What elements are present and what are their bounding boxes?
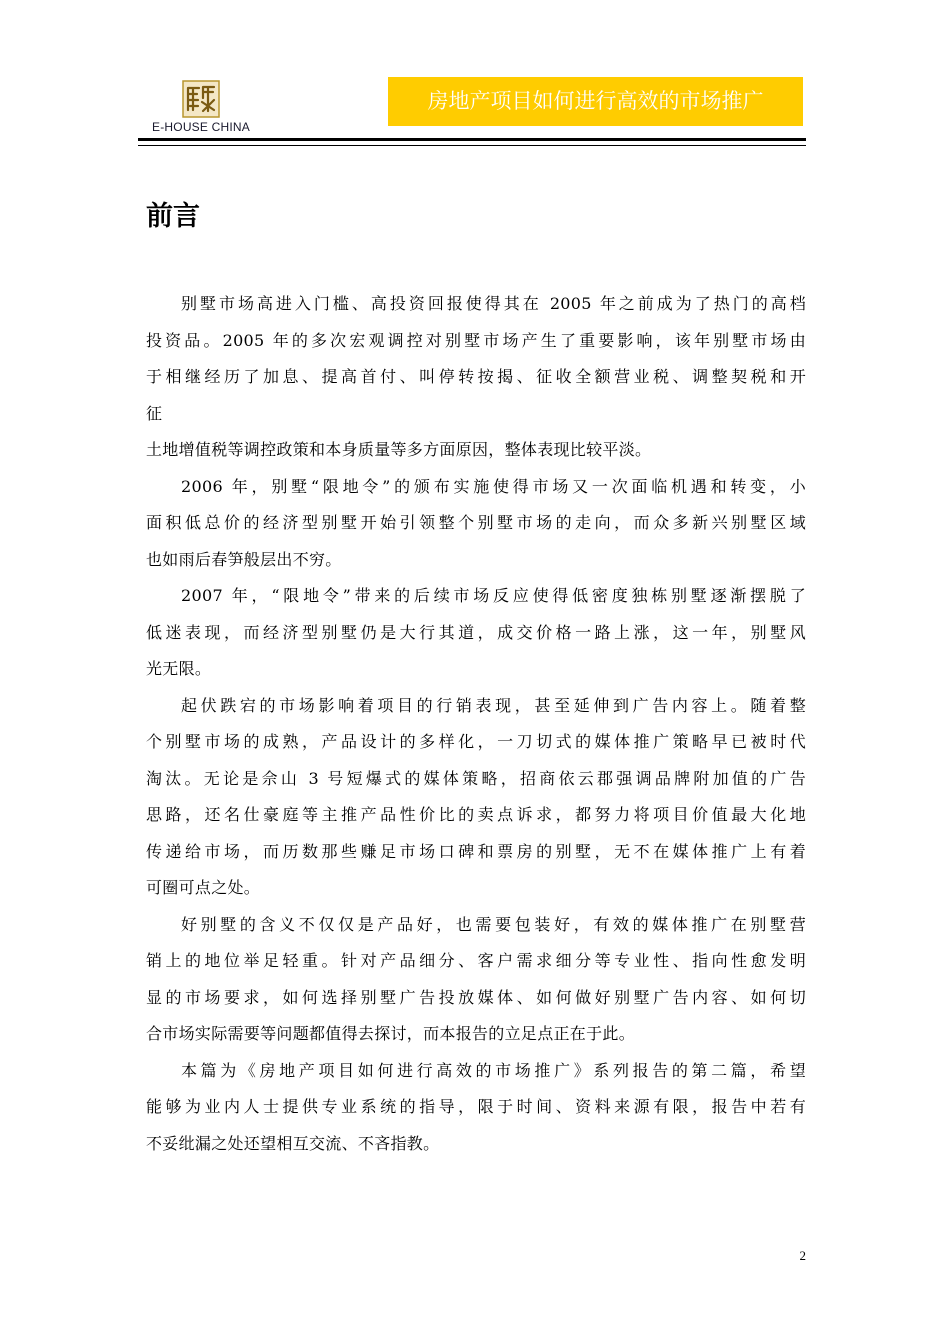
header-rule-thick (138, 138, 806, 141)
paragraph-6 (146, 1053, 806, 1163)
text-line: 可圈可点之处。 (146, 878, 261, 897)
header-title: 房地产项目如何进行高效的市场推广 (427, 89, 764, 113)
text-line: 面积低总价的经济型别墅开始引领整个别墅市场的走向，而众多新兴别墅区域 (146, 513, 806, 532)
text-line: 土地增值税等调控政策和本身质量等多方面原因，整体表现比较平淡。 (146, 440, 652, 459)
paragraph-1 (146, 286, 806, 469)
text-line: 征 (146, 403, 163, 423)
logo-seal-icon (182, 80, 220, 118)
header-rule-thin (138, 145, 806, 146)
text-line: 淘汰。无论是佘山 3 号短爆式的媒体策略，招商依云郡强调品牌附加值的广告 (146, 768, 806, 788)
text-line: 合市场实际需要等问题都值得去探讨，而本报告的立足点正在于此。 (146, 1024, 636, 1043)
paragraph-4 (146, 688, 806, 907)
text-line: 显的市场要求，如何选择别墅广告投放媒体、如何做好别墅广告内容、如何切 (146, 987, 806, 1007)
text-line: 别墅市场高进入门槛、高投资回报使得其在 2005 年之前成为了热门的高档 (181, 294, 806, 313)
text-line: 2006 年，别墅“限地令”的颁布实施使得市场又一次面临机遇和转变，小 (181, 476, 806, 496)
text-line: 个别墅市场的成熟，产品设计的多样化，一刀切式的媒体推广策略早已被时代 (146, 732, 806, 751)
paragraph-5 (146, 907, 806, 1053)
text-line: 起伏跌宕的市场影响着项目的行销表现，甚至延伸到广告内容上。随着整 (181, 695, 806, 715)
text-line: 低迷表现，而经济型别墅仍是大行其道，成交价格一路上涨，这一年，别墅风 (146, 622, 806, 642)
logo-text: E-HOUSE CHINA (152, 120, 250, 134)
text-line: 光无限。 (146, 659, 212, 678)
paragraph-2 (146, 469, 806, 579)
text-line: 传递给市场，而历数那些赚足市场口碑和票房的别墅，无不在媒体推广上有着 (146, 841, 806, 861)
body-text (146, 286, 806, 1162)
text-line: 于相继经历了加息、提高首付、叫停转按揭、征收全额营业税、调整契税和开 (146, 367, 806, 386)
text-line: 2007 年，“限地令”带来的后续市场反应使得低密度独栋别墅逐渐摆脱了 (181, 586, 806, 605)
company-logo (138, 80, 264, 136)
text-line: 销上的地位举足轻重。针对产品细分、客户需求细分等专业性、指向性愈发明 (146, 951, 806, 970)
header-banner (388, 77, 803, 126)
text-line: 投资品。2005 年的多次宏观调控对别墅市场产生了重要影响，该年别墅市场由 (146, 330, 806, 350)
text-line: 不妥纰漏之处还望相互交流、不吝指教。 (146, 1133, 440, 1153)
page-number: 2 (799, 1248, 806, 1263)
text-line: 好别墅的含义不仅仅是产品好，也需要包装好，有效的媒体推广在别墅营 (181, 914, 806, 934)
paragraph-3 (146, 578, 806, 688)
text-line: 也如雨后春笋般层出不穷。 (146, 549, 342, 569)
text-line: 能够为业内人士提供专业系统的指导，限于时间、资料来源有限，报告中若有 (146, 1097, 806, 1116)
text-line: 思路，还名仕豪庭等主推产品性价比的卖点诉求，都努力将项目价值最大化地 (146, 805, 806, 824)
page-heading: 前言 (146, 201, 200, 232)
text-line: 本篇为《房地产项目如何进行高效的市场推广》系列报告的第二篇，希望 (181, 1060, 806, 1080)
